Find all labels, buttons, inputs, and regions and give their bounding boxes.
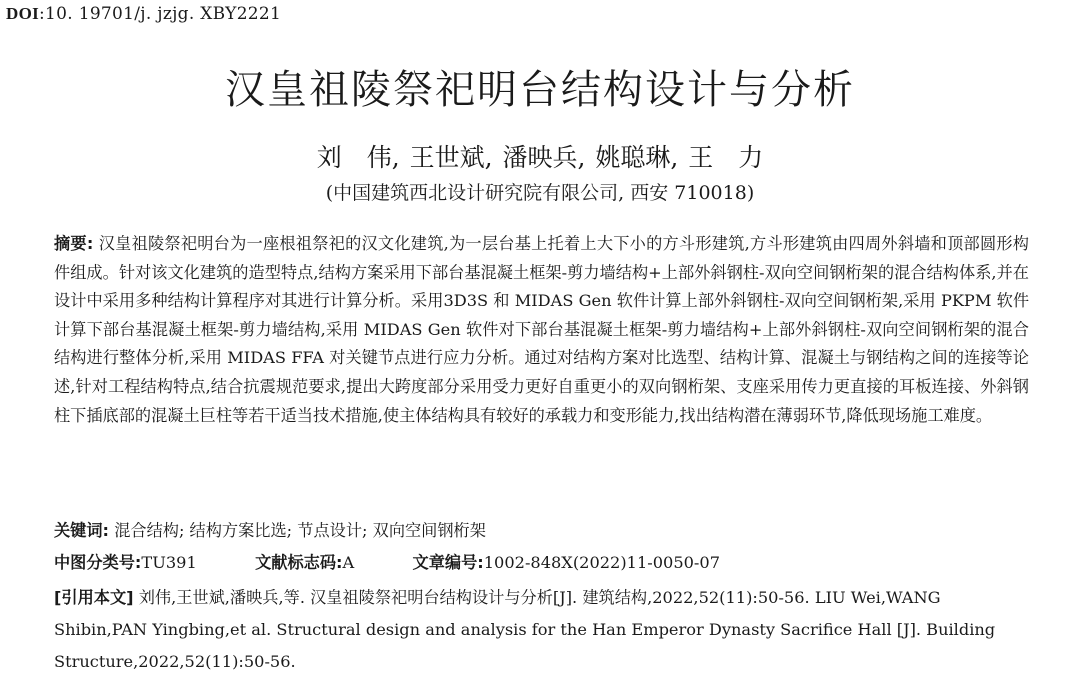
- doi-value: :10. 19701/j. jzjg. XBY2221: [39, 4, 282, 24]
- classification-line: [54, 549, 1034, 573]
- paper-title: 汉皇祖陵祭祀明台结构设计与分析: [225, 67, 855, 113]
- author-list: 刘 伟, 王世斌, 潘映兵, 姚聪琳, 王 力: [316, 143, 764, 172]
- citation-label: [引用本文]: [54, 588, 134, 607]
- clc-value: TU391: [141, 553, 197, 572]
- keywords-label: 关键词:: [54, 521, 110, 540]
- article-number-value: 1002-848X(2022)11-0050-07: [483, 553, 720, 572]
- abstract-text: 汉皇祖陵祭祀明台为一座根祖祭祀的汉文化建筑,为一层台基上托着上大下小的方斗形建筑,方斗形建筑由四周外斜墙和顶部圆形构件组成。针对该文化建筑的造型特点,结构方案采用下部台基混凝土框架-剪力墙结构+上部外斜钢柱-双向空间钢桁架的混合结构体系,并在设计中采用多种结构计算程序对其进行计算分析。采用3D3S 和 MIDAS Gen 软件计算上部外斜钢柱-双向空间钢桁架,采用 PKPM 软件计算下部台基混凝土框架-剪力墙结构,采用 MIDAS Gen 软件对下部台基混凝土框架-剪力墙结构+上部外斜钢柱-双向空间钢桁架的混合结构进行整体分析,采用 MIDAS FFA 对关键节点进行应力分析。通过对结构方案对比选型、结构计算、混凝土与钢结构之间的连接等论述,针对工程结构特点,结合抗震规范要求,提出大跨度部分采用受力更好自重更小的双向钢桁架、支座采用传力更直接的耳板连接、外斜钢柱下插底部的混凝土巨柱等若干适当技术措施,使主体结构具有较好的承载力和变形能力,找出结构潜在薄弱环节,降低现场施工难度。: [54, 234, 1029, 425]
- doc-code-label: 文献标志码:: [255, 553, 343, 572]
- doi-label: DOI: [6, 4, 40, 23]
- keywords-text: 混合结构; 结构方案比选; 节点设计; 双向空间钢桁架: [114, 521, 486, 540]
- affiliation: (中国建筑西北设计研究院有限公司, 西安 710018): [325, 182, 755, 204]
- article-number-label: 文章编号:: [412, 553, 484, 572]
- citation-zh: 刘伟,王世斌,潘映兵,等. 汉皇祖陵祭祀明台结构设计与分析[J]. 建筑结构,2022,52(11):50-56.: [138, 588, 810, 607]
- citation-block: [54, 582, 1034, 678]
- keywords-line: [54, 517, 1034, 541]
- citation-en: LIU Wei,WANG Shibin,PAN Yingbing,et al. Structural design and analysis for the Han Emperor Dynasty Sacrifice Hall [J]. Building Structure,2022,52(11):50-56.: [54, 588, 996, 671]
- abstract-label: 摘要:: [54, 234, 94, 253]
- doi-line: [6, 4, 281, 24]
- doc-code-value: A: [342, 553, 355, 572]
- abstract-block: [54, 230, 1029, 430]
- clc-label: 中图分类号:: [54, 553, 142, 572]
